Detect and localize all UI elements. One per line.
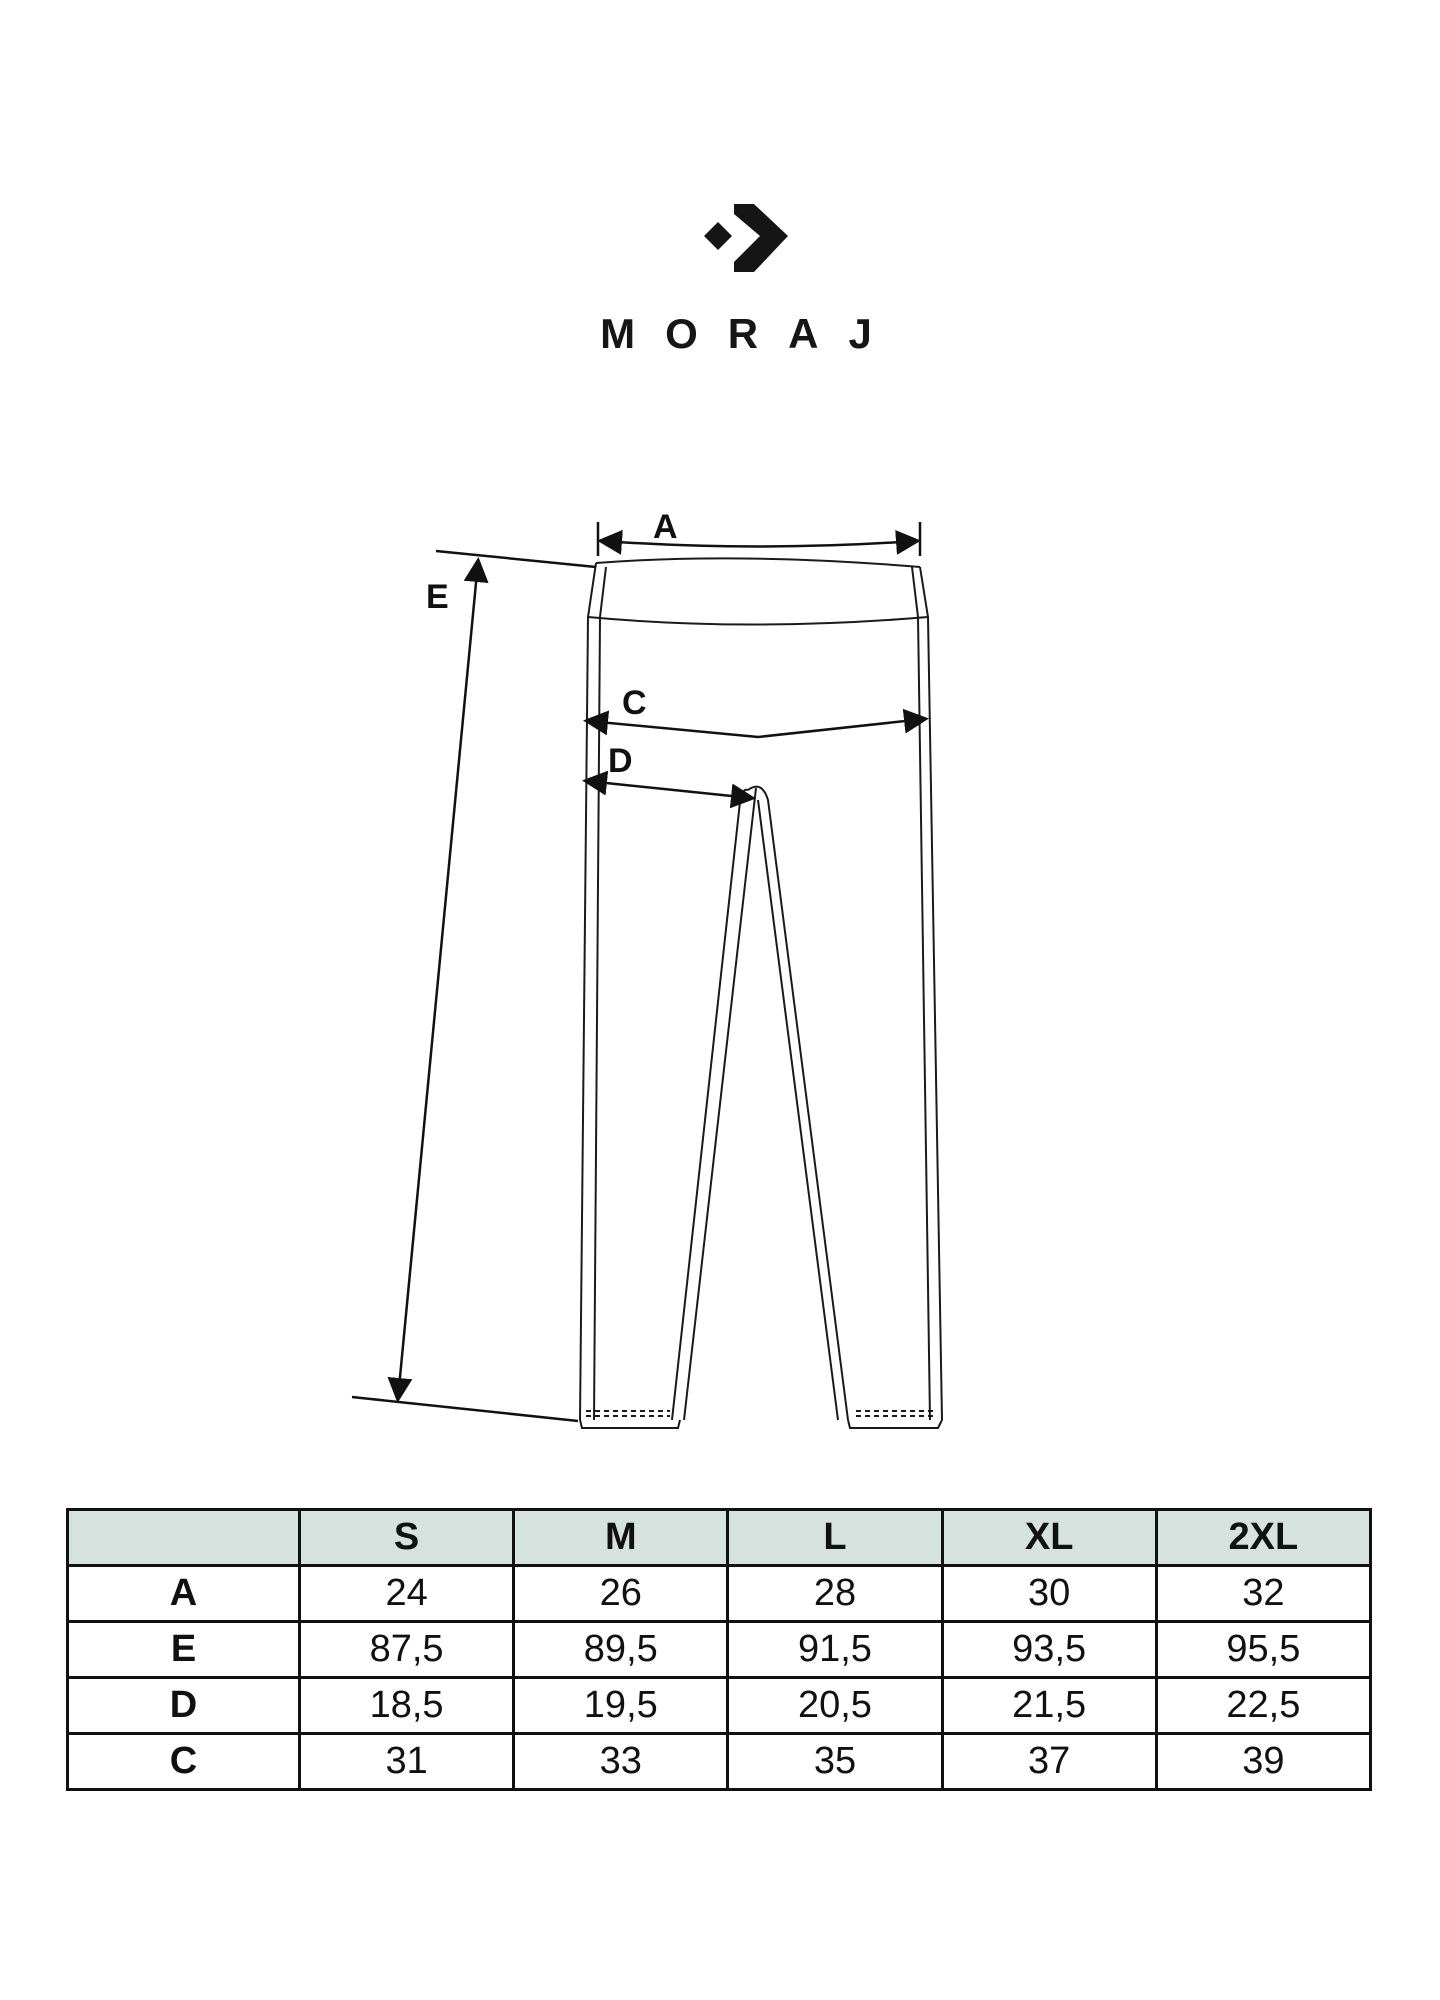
row-header: E (68, 1622, 300, 1678)
size-table (66, 1508, 1372, 1791)
brand-name: MORAJ (600, 310, 902, 357)
table-cell: 39 (1156, 1734, 1370, 1790)
column-header: 2XL (1156, 1510, 1370, 1566)
label-e: E (426, 578, 449, 616)
table-row (68, 1734, 1371, 1790)
left-inner-side (594, 567, 606, 1420)
left-leg-inseam-inner (684, 788, 756, 1420)
left-leg-inseam (672, 790, 748, 1420)
table-cell: 21,5 (942, 1678, 1156, 1734)
table-cell: 93,5 (942, 1622, 1156, 1678)
table-cell: 91,5 (728, 1622, 942, 1678)
table-corner-cell (68, 1510, 300, 1566)
table-cell: 22,5 (1156, 1678, 1370, 1734)
table-cell: 37 (942, 1734, 1156, 1790)
waistband-bottom (588, 617, 928, 625)
row-header: C (68, 1734, 300, 1790)
label-a: A (653, 508, 678, 546)
table-row (68, 1566, 1371, 1622)
column-header: L (728, 1510, 942, 1566)
right-inner-side (912, 567, 930, 1420)
right-leg-inseam-inner (758, 800, 838, 1420)
right-hem (848, 1420, 942, 1428)
table-cell: 31 (300, 1734, 514, 1790)
table-row (68, 1678, 1371, 1734)
waistband-top (596, 558, 920, 567)
row-header: A (68, 1566, 300, 1622)
table-cell: 87,5 (300, 1622, 514, 1678)
table-cell: 18,5 (300, 1678, 514, 1734)
table-header-row (68, 1510, 1371, 1566)
label-c: C (622, 684, 647, 722)
column-header: M (514, 1510, 728, 1566)
row-header: D (68, 1678, 300, 1734)
table-cell: 20,5 (728, 1678, 942, 1734)
column-header: S (300, 1510, 514, 1566)
left-hem (580, 1420, 680, 1428)
table-cell: 35 (728, 1734, 942, 1790)
table-cell: 33 (514, 1734, 728, 1790)
table-cell: 89,5 (514, 1622, 728, 1678)
table-cell: 32 (1156, 1566, 1370, 1622)
column-header: XL (942, 1510, 1156, 1566)
table-cell: 24 (300, 1566, 514, 1622)
table-cell: 28 (728, 1566, 942, 1622)
label-d: D (608, 742, 633, 780)
table-cell: 19,5 (514, 1678, 728, 1734)
table-row (68, 1622, 1371, 1678)
table-cell: 95,5 (1156, 1622, 1370, 1678)
table-cell: 30 (942, 1566, 1156, 1622)
left-outer-seam (580, 563, 596, 1420)
table-cell: 26 (514, 1566, 728, 1622)
